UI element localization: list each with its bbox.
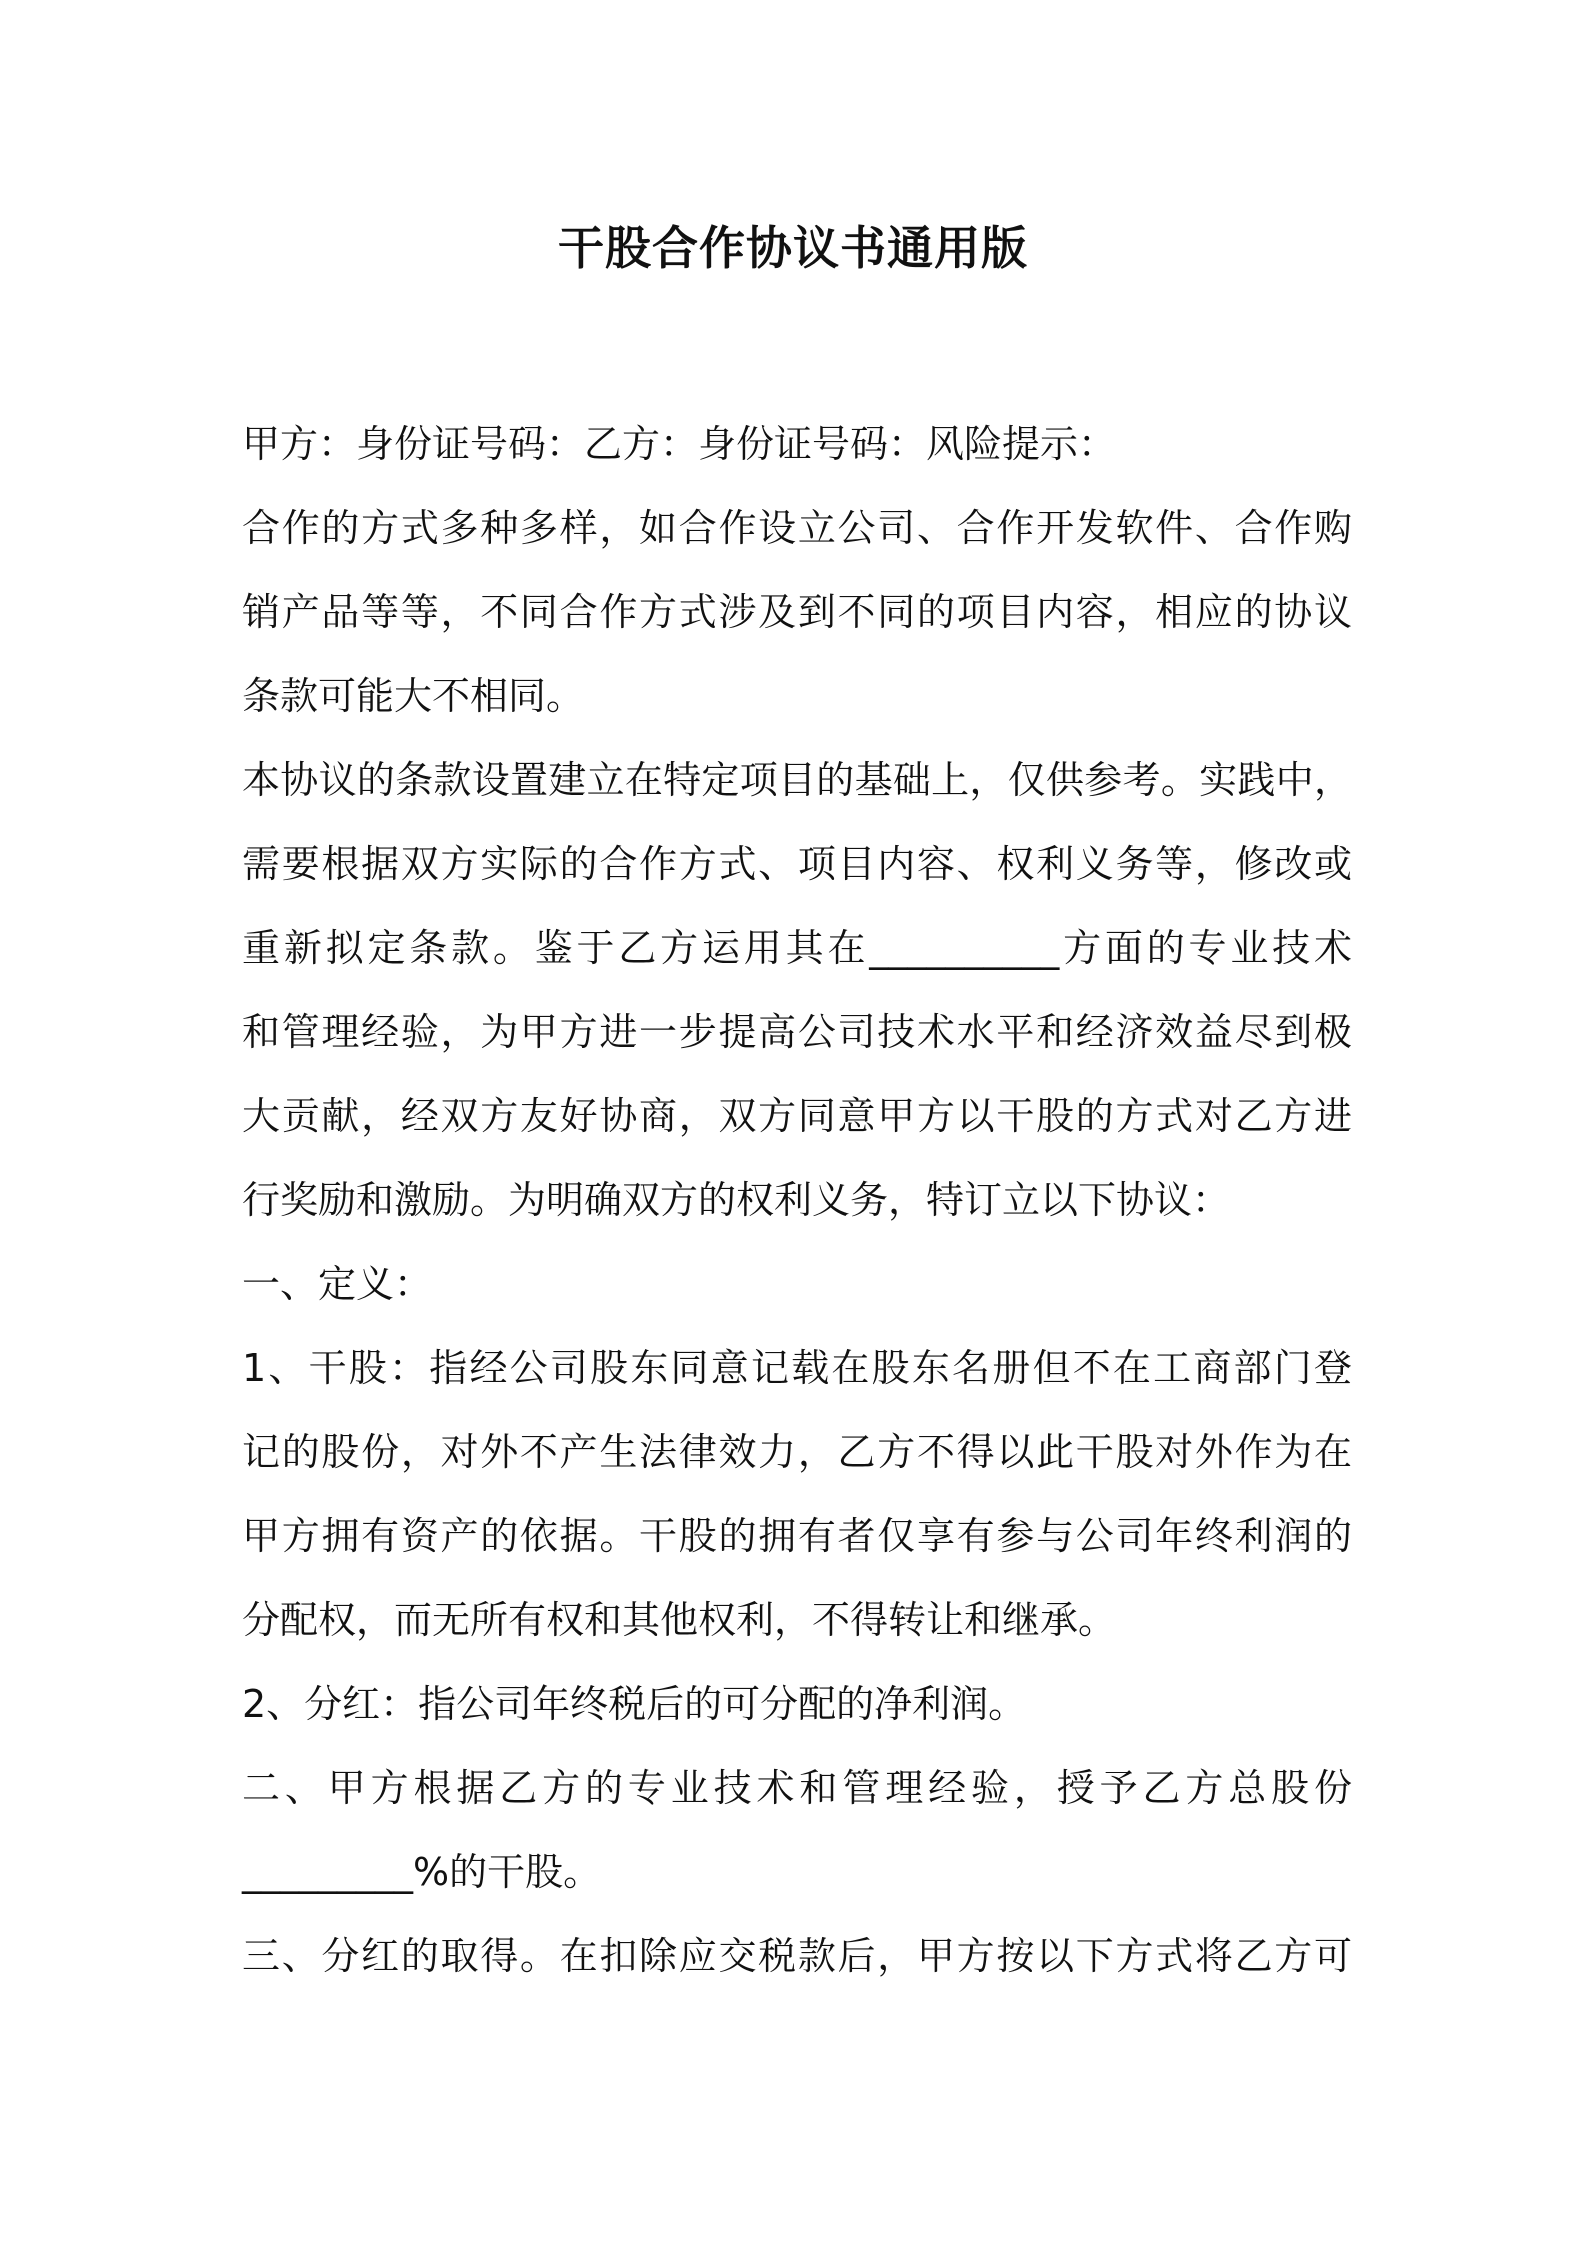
document-title: 干股合作协议书通用版	[558, 221, 1028, 275]
body-line: 条款可能大不相同。	[242, 674, 585, 718]
body-line: 行奖励和激励。为明确双方的权利义务，特订立以下协议：	[242, 1178, 1231, 1222]
body-line: 2、分红：指公司年终税后的可分配的净利润。	[242, 1682, 1027, 1726]
body-line: 大贡献，经双方友好协商，双方同意甲方以干股的方式对乙方进	[242, 1094, 1352, 1138]
body-line: 和管理经验，为甲方进一步提高公司技术水平和经济效益尽到极	[242, 1010, 1352, 1054]
body-line: 1、干股：指经公司股东同意记载在股东名册但不在工商部门登	[242, 1346, 1352, 1390]
body-line: 记的股份，对外不产生法律效力，乙方不得以此干股对外作为在	[242, 1430, 1352, 1474]
body-line: _________%的干股。	[242, 1850, 602, 1894]
body-line: 销产品等等，不同合作方式涉及到不同的项目内容，相应的协议	[242, 590, 1352, 634]
body-line: 三、分红的取得。在扣除应交税款后，甲方按以下方式将乙方可	[242, 1934, 1352, 1978]
body-line: 分配权，而无所有权和其他权利，不得转让和继承。	[242, 1598, 1117, 1642]
body-line: 重新拟定条款。鉴于乙方运用其在__________方面的专业技术	[242, 926, 1352, 970]
body-line: 甲方：身份证号码：乙方：身份证号码：风险提示：	[242, 422, 1117, 466]
body-line: 甲方拥有资产的依据。干股的拥有者仅享有参与公司年终利润的	[242, 1514, 1352, 1558]
body-line: 本协议的条款设置建立在特定项目的基础上，仅供参考。实践中，	[242, 758, 1352, 802]
body-line: 需要根据双方实际的合作方式、项目内容、权利义务等，修改或	[242, 842, 1352, 886]
body-line: 一、定义：	[242, 1262, 433, 1306]
body-line: 合作的方式多种多样，如合作设立公司、合作开发软件、合作购	[242, 506, 1352, 550]
body-line: 二、甲方根据乙方的专业技术和管理经验，授予乙方总股份	[242, 1766, 1352, 1810]
document-body	[242, 402, 1352, 1998]
